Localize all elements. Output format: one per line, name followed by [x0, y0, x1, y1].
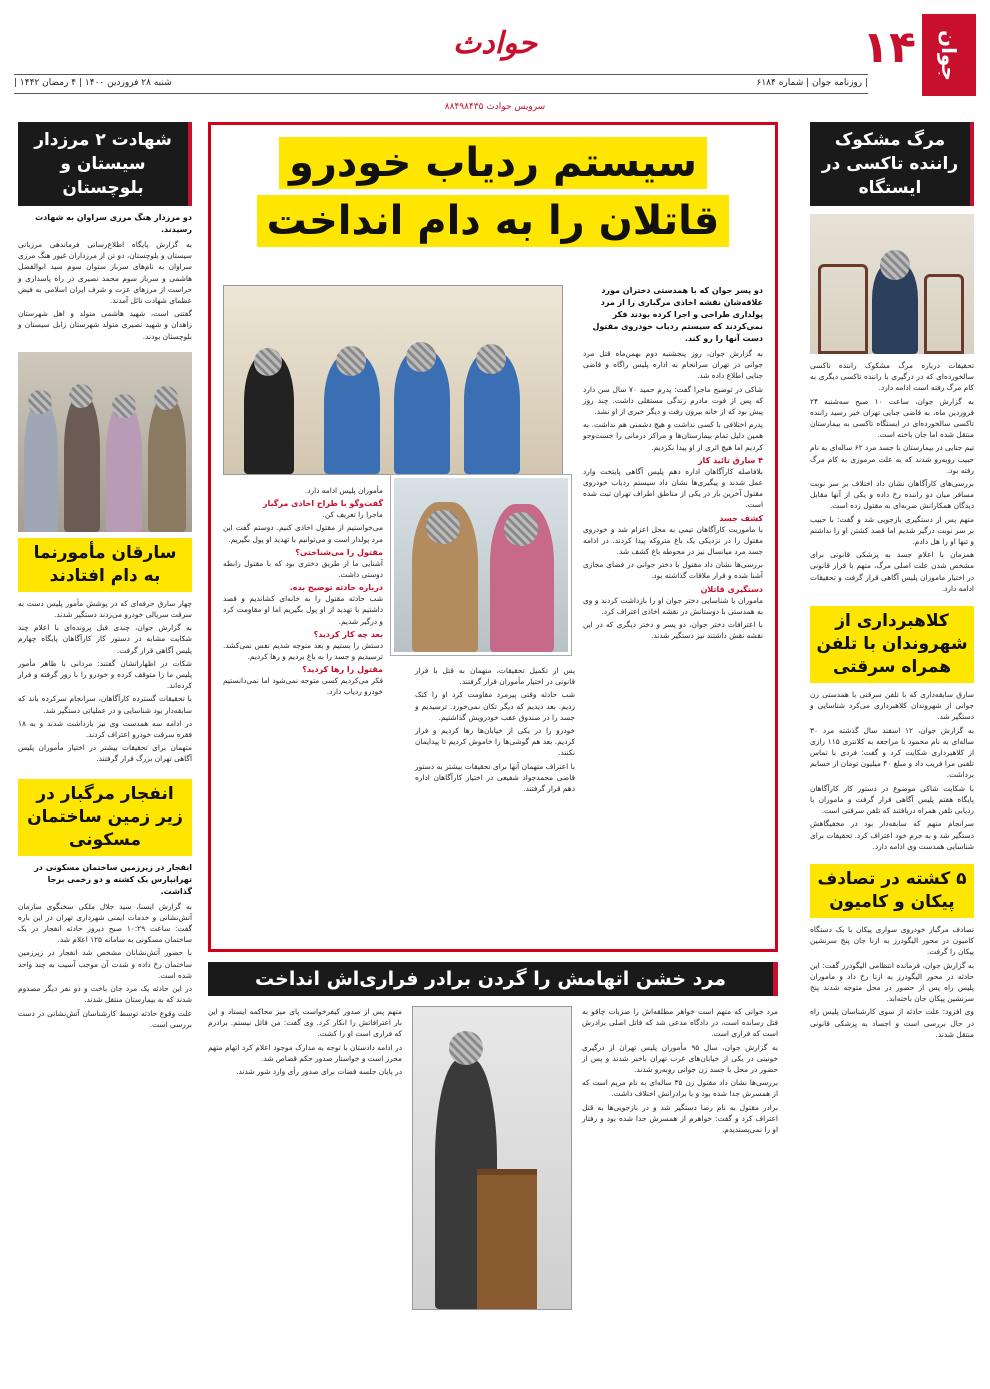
- paragraph: پس از تکمیل تحقیقات، متهمان به قتل با قرار قانونی در اختیار مأموران قرار گرفتند.: [415, 666, 575, 687]
- bottom-story-column-left: [208, 1006, 402, 1077]
- story-title: مرد خشن اتهامش را گردن برادر فراری‌اش انداخت: [208, 962, 778, 996]
- main-story-column-left: [223, 485, 383, 698]
- defendant-court-photo: [412, 1006, 572, 1310]
- headline-line: سیستم ردیاب خودرو: [279, 137, 707, 189]
- paragraph: در ادامه دادستان با توجه به مدارک موجود اعلام کرد اتهام متهم محرز است و خواستار صدور حکم قصاص شد.: [208, 1042, 402, 1063]
- paragraph: مأموران پلیس ادامه دارد.: [304, 486, 383, 495]
- paragraph: شاکی در توضیح ماجرا گفت: پدرم حمید ۷۰ سال سن دارد که پس از فوت مادرم زندگی مستقلی داشت. چند روز پیش بود که از خانه بیرون رفت و دیگر خبری از او نشد.: [583, 384, 764, 417]
- story-title: شهادت ۲ مرزدار سیستان و بلوچستان: [18, 122, 192, 206]
- paragraph: برادر مقتول به نام رضا دستگیر شد و در بازجویی‌ها به قتل اعتراف کرد و گفت: خواهرم از همسرش جدا شده بود و رفتار او را نمی‌پسندیدم.: [582, 1102, 778, 1135]
- paragraph: متهم پس از صدور کیفرخواست پای میز محاکمه ایستاد و این بار اعترافاتش را انکار کرد. وی گفت: من قاتل نیستم. برادرم که فراری است او را کشت.: [208, 1007, 402, 1039]
- paragraph: به گزارش جوان، سال ۹۵ مأموران پلیس تهران از درگیری خونینی در یکی از خیابان‌های غرب تهران باخبر شدند و پس از حضور در محل با جسد زن جوانی روبه‌رو شدند.: [582, 1042, 778, 1075]
- paragraph: سارق سابقه‌داری که با تلفن سرقتی با همدستی زن جوانی از شهروندان کلاهبرداری می‌کرد شناسایی و دستگیر شد.: [810, 690, 974, 722]
- newspaper-logo: جوان: [922, 14, 976, 96]
- section-title: حوادث: [453, 26, 537, 61]
- paragraph: با اعتراف متهمان آنها برای تحقیقات بیشتر به دستور قاضی محمدجواد شفیعی در اختیار کارآگاهان اداره دهم قرار گرفتند.: [415, 761, 575, 794]
- right-column: [810, 122, 974, 1040]
- paragraph: بررسی‌ها نشان داد مقتول با دختر جوانی در فضای مجازی آشنا شده و قرار ملاقات گذاشته بود.: [583, 560, 763, 581]
- paragraph: بررسی‌ها نشان داد مقتول زن ۳۵ ساله‌ای به نام مریم است که از همسرش جدا شده بود و با برادرانش اختلاف داشت.: [582, 1078, 779, 1099]
- paragraph: ماجرا را تعریف کن.: [322, 510, 383, 520]
- subheading: درباره حادثه توضیح بده.: [289, 583, 383, 593]
- paragraph: بلافاصله کارآگاهان اداره دهم پلیس آگاهی پایتخت وارد عمل شدند و پیگیری‌ها نشان داد سیستم ردیاب خودروی مقتول آخرین بار در یکی از مناطق اطراف تهران ثبت شده است.: [583, 466, 763, 510]
- paragraph: به گزارش جوان، ۱۲ اسفند سال گذشته مرد ۳۰ ساله‌ای به نام محمود با مراجعه به کلانتری ۱۱۵ رازی از کلاهبرداری شکایت کرد و گفت: فردی با تماس تلفنی مرا فریب داد و مبلغ ۴۰ میلیون تومان از حسابم برداشت.: [810, 725, 975, 780]
- paragraph: تحقیقات درباره مرگ مشکوک راننده تاکسی سالخورده‌ای که در درگیری با راننده تاکسی دیگری به کام مرگ رفته است ادامه دارد.: [810, 361, 974, 393]
- story-title: سارقان مأمورنما به دام افتادند: [18, 538, 192, 592]
- paragraph: به گزارش پایگاه اطلاع‌رسانی فرماندهی مرزبانی سیستان و بلوچستان، دو تن از مرزداران غیور هنگ مرزی سراوان به نام‌های سرباز ستوان سوم سید ابوالفضل هاشمی و سرباز سوم محمد نصیری در راه پاسداری و حراست از مرزهای عزت و شرف ایران اسلامی به فیض عظمای شهادت نائل آمدند.: [18, 240, 192, 306]
- paragraph: به گزارش ایسنا، سید جلال ملکی سخنگوی سازمان آتش‌نشانی و خدمات ایمنی شهرداری تهران در این باره گفت: ساعت ۱۰:۲۹ صبح دیروز حادثه انفجار در یک ساختمان مسکونی به سامانه ۱۲۵ اعلام شد.: [18, 901, 192, 945]
- paragraph: به گزارش جوان، روز پنجشنبه دوم بهمن‌ماه قتل مرد جوانی در تهران سرانجام به اداره پلیس راگاه و قاضی جنایی اطلاع داده شد.: [583, 349, 763, 381]
- left-column: [18, 122, 192, 1030]
- paragraph: با تحقیقات گسترده کارآگاهان، سرانجام سرکرده باند که سابقه‌دار بود شناسایی و در عملیاتی دستگیر شد.: [18, 694, 192, 715]
- main-story-column-right: [583, 285, 763, 641]
- main-story-column-middle: [415, 665, 575, 794]
- main-headline: [223, 137, 763, 247]
- paragraph: دستش را بستیم و بعد متوجه شدیم نفس نمی‌کشد. ترسیدیم و جسد را به باغ بردیم و رها کردیم.: [223, 640, 383, 662]
- paragraph: گفتنی است، شهید هاشمی متولد و اهل شهرستان زاهدان و شهید نصیری متولد شهرستان زابل سیستان و بلوچستان بودند.: [18, 309, 192, 341]
- paragraph: شب حادثه مقتول را به خانه‌ای کشاندیم و قصد داشتیم با تهدید از او پول بگیریم اما او مقاومت کرد و درگیر شدیم.: [223, 594, 383, 626]
- story-title: انفجار مرگبار در زیر زمین ساختمان مسکونی: [18, 779, 192, 856]
- paragraph: شکات در اظهاراتشان گفتند: مردانی با ظاهر مأمور پلیس ما را متوقف کرده و خودرو را با زور گرفته و فرار کرده‌اند.: [18, 658, 192, 691]
- paragraph: در پایان جلسه قضات برای صدور رأی وارد شور شدند.: [236, 1067, 402, 1077]
- issue-info-right: | روزنامه جوان | شماره ۶۱۸۴: [756, 78, 868, 88]
- subheading: دستگیری قاتلان: [700, 584, 763, 594]
- paragraph: به گزارش جوان، چندی قبل پرونده‌ای با اعلام چند شکایت مشابه در دستور کار کارآگاهان پایگاه چهارم پلیس آگاهی قرار گرفت.: [18, 623, 192, 655]
- paragraph: با ماموریت کارآگاهان تیمی به محل اعزام شد و خودروی مقتول را در نزدیکی یک باغ متروکه پیدا کردند. در ادامه جسد مرد میانسال نیز در محوطه باغ کشف شد.: [583, 524, 763, 557]
- subheading: گفت‌وگو با طراح اخاذی مرگبار: [262, 499, 383, 509]
- paragraph: وی افزود: علت حادثه از سوی کارشناسان پلیس راه در حال بررسی است و اجساد به پزشکی قانونی منتقل شدند.: [810, 1007, 974, 1039]
- suspect-photo: [810, 214, 974, 354]
- subheading: مقتول را رها کردید؟: [302, 665, 383, 675]
- paragraph: تیم جنایی در بیمارستان با جسد مرد ۶۲ ساله‌ای به نام حبیب روبه‌رو شدند که به علت مرموزی به کام مرگ رفته بود.: [810, 443, 974, 475]
- paragraph: با اعترافات دختر جوان، دو پسر و دختر دیگری که در این نقشه نقش داشتند نیز دستگیر شدند.: [583, 620, 763, 641]
- paragraph: با حضور آتش‌نشانان مشخص شد انفجار در زیرزمین ساختمان رخ داده و شدت آن موجب آسیب به چند واحد شده است.: [18, 948, 192, 980]
- paragraph: تصادف مرگبار خودروی سواری پیکان با یک دستگاه کامیون در محور الیگودرز به ازنا جان پنج سرنشین پیکان را گرفت.: [810, 924, 974, 957]
- headline-line: قاتلان را به دام انداخت: [257, 195, 730, 247]
- center-column: [208, 122, 778, 1362]
- paragraph: خودرو را در یکی از خیابان‌ها رها کردیم و فرار کردیم. بعد هم گوشی‌ها را خاموش کردیم تا پیدایمان نکنند.: [415, 726, 575, 758]
- story-lead: دو مرزدار هنگ مرزی سراوان به شهادت رسیدند.: [35, 213, 192, 234]
- paragraph: می‌خواستیم از مقتول اخاذی کنیم. دوستم گفت این مرد پولدار است و می‌توانیم با تهدید او پول بگیریم.: [223, 523, 383, 544]
- paragraph: به گزارش جوان، ساعت ۱۰ صبح سه‌شنبه ۲۴ فروردین ماه، به قاضی جنایی تهران خبر رسید راننده تاکسی سالخورده‌ای در ایستگاه تاکسی به بیمارستان منتقل شده اما جان باخته است.: [810, 396, 974, 440]
- paragraph: علت وقوع حادثه توسط کارشناسان آتش‌نشانی در دست بررسی است.: [18, 1008, 192, 1029]
- paragraph: مرد جوانی که متهم است خواهر مطلقه‌اش را ضربات چاقو به قتل رسانده است، در دادگاه مدعی شد که قاتل اصلی برادرش است که فراری است.: [582, 1007, 778, 1039]
- story-lead: دو پسر جوان که با همدستی دختران مورد علاقه‌شان نقشه اخاذی مرگباری را از مرد پولداری طراحی و اجرا کرده بودند فکر نمی‌کردند که سیستم ردیاب خودروی مقتول دست آنها را رو کند.: [592, 286, 763, 343]
- suspects-court-photo: [223, 285, 563, 475]
- paragraph: با شکایت شاکی موضوع در دستور کار کارآگاهان پایگاه هفتم پلیس آگاهی قرار گرفت و ماموران با ردیابی تلفن همراه دریافتند که تلفن سرقتی است.: [810, 783, 974, 816]
- subheading: ۴ سارق تائید کار: [697, 455, 763, 465]
- paragraph: آشنایی ما از طریق دختری بود که با مقتول رابطه دوستی داشت.: [223, 558, 383, 580]
- paragraph: در این حادثه یک مرد جان باخت و دو نفر دیگر مصدوم شدند که به بیمارستان منتقل شدند.: [18, 984, 192, 1005]
- subheading: کشف جسد: [719, 513, 763, 523]
- paragraph: فکر می‌کردیم کسی متوجه نمی‌شود اما نمی‌دانستیم خودرو ردیاب دارد.: [223, 676, 383, 697]
- paragraph: در ادامه سه همدست وی نیز بازداشت شدند و به ۱۸ فقره سرقت خودرو اعتراف کردند.: [18, 718, 192, 740]
- bottom-story-column-right: [582, 1006, 778, 1135]
- bottom-story: [208, 962, 778, 1362]
- suspects-photo: [18, 352, 192, 532]
- paragraph: پدرم اختلافی با کسی نداشت و هیچ دشمنی هم نداشت. به همین دلیل تمام بیمارستان‌ها و مراکز درمانی را جست‌وجو کردیم اما هیچ اثری از او پیدا نکردیم.: [583, 420, 763, 452]
- suspects-women-photo: [391, 475, 571, 655]
- story-lead: انفجار در زیرزمین ساختمان مسکونی در تهرانپارس یک کشته و دو زخمی برجا گذاشت.: [34, 862, 192, 896]
- paragraph: بررسی‌های کارآگاهان نشان داد اختلاف بر سر نوبت مسافر میان دو راننده رخ داده و یکی از آنها مقابل دیدگان همکارانش ضربه‌ای به مقتول زده است.: [810, 479, 974, 511]
- main-story-frame: [208, 122, 778, 952]
- paragraph: سرانجام متهم که سابقه‌دار بود در مخفیگاهش دستگیر شد و به جرم خود اعتراف کرد. تحقیقات برای شناسایی همدست وی ادامه دارد.: [810, 819, 974, 851]
- story-body: [810, 924, 974, 1040]
- story-body: [18, 598, 192, 765]
- paragraph: ماموران با شناسایی دختر جوان او را بازداشت کردند و وی به همدستی با دوستانش در نقشه اخاذی اعتراف کرد.: [583, 595, 763, 616]
- subheading: بعد چه کار کردید؟: [313, 629, 383, 639]
- story-body: [810, 360, 974, 594]
- subheading: مقتول را می‌شناختی؟: [295, 547, 383, 557]
- paragraph: به گزارش جوان، فرمانده انتظامی الیگودرز گفت: این حادثه در محور الیگودرز به ازنا رخ داد و ماموران پلیس راه پس از حضور در محل متوجه شدند پنج سرنشین پیکان جان باخته‌اند.: [810, 960, 974, 1004]
- paragraph: متهمان برای تحقیقات بیشتر در اختیار مأموران پلیس آگاهی تهران بزرگ قرار گرفتند.: [18, 743, 192, 764]
- story-body: [810, 689, 974, 852]
- issue-date-left: شنبه ۲۸ فروردین ۱۴۰۰ | ۴ رمضان ۱۴۴۲ |: [14, 78, 172, 88]
- section-service-phone: سرویس حوادث ۸۸۴۹۸۴۳۵: [444, 102, 546, 112]
- masthead: [14, 14, 976, 112]
- paragraph: همزمان با اعلام جسد به پزشکی قانونی برای مشخص شدن علت اصلی مرگ، متهم با قرار قانونی در اختیار ماموران پلیس آگاهی قرار گرفت و تحقیقات ادامه دارد.: [810, 550, 974, 593]
- story-title: کلاهبرداری از شهروندان با تلفن همراه سرقتی: [810, 606, 974, 683]
- story-title: مرگ مشکوک راننده تاکسی در ایستگاه: [810, 122, 974, 206]
- story-title: ۵ کشته در تصادف پیکان و کامیون: [810, 864, 974, 918]
- paragraph: متهم پس از دستگیری بازجویی شد و گفت: با حبیب بر سر نوبت درگیر شدیم اما قصد کشتن او را نداشتم و تنها او را هل دادم.: [810, 514, 974, 547]
- paragraph: شب حادثه وقتی پیرمرد مقاومت کرد او را کتک زدیم. بعد دیدیم که دیگر تکان نمی‌خورد. ترسیدیم و جسد را در صندوق عقب خودرویش گذاشتیم.: [415, 690, 575, 722]
- page-number: ۱۴: [862, 22, 916, 73]
- paragraph: چهار سارق حرفه‌ای که در پوشش مأمور پلیس دست به سرقت سریالی خودرو می‌زدند دستگیر شدند.: [18, 598, 192, 620]
